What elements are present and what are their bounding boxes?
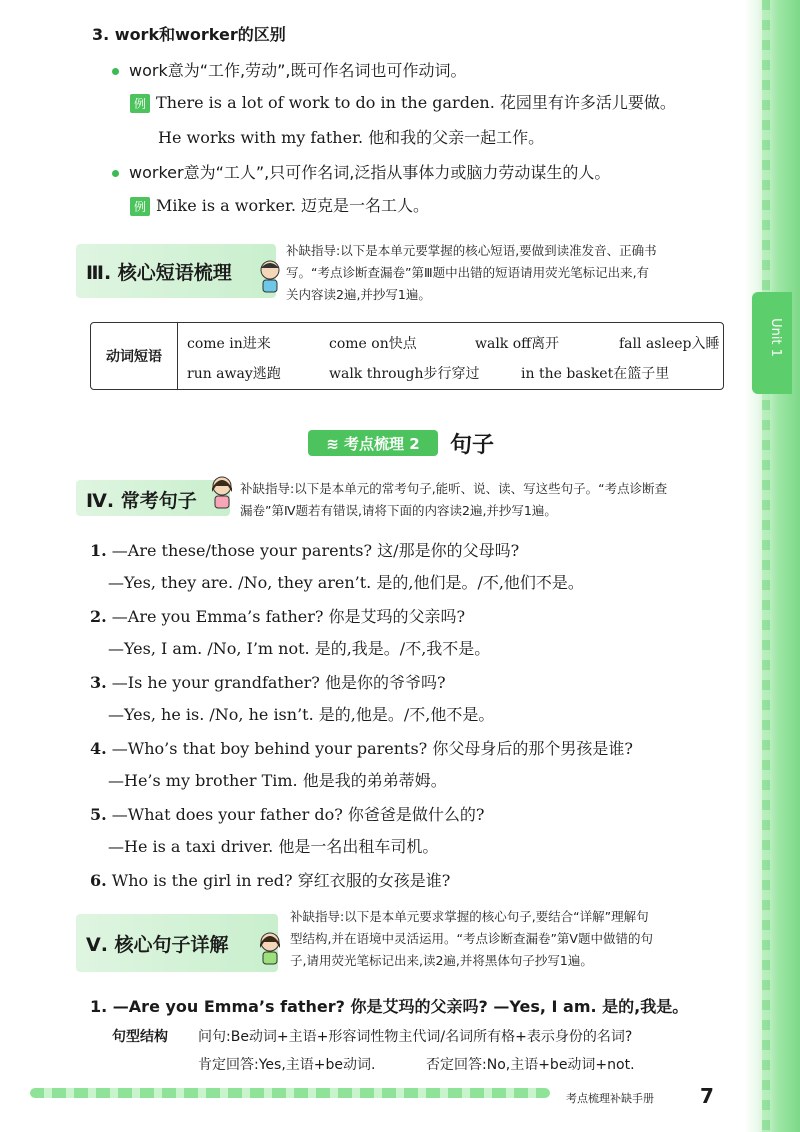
sentence-number: 2.: [90, 607, 107, 626]
footer-label: 考点梳理补缺手册: [566, 1092, 654, 1105]
section-iii-title: Ⅲ. 核心短语梳理: [86, 262, 232, 284]
sentence-4-a: —He’s my brother Tim. 他是我的弟弟蒂姆。: [108, 771, 447, 790]
note-line: 写。“考点诊断查漏卷”第Ⅲ题中出错的短语请用荧光笔标记出来,有: [286, 265, 650, 280]
sentence-2-q: [90, 604, 465, 627]
bullet-work: [112, 58, 466, 81]
example-3-text: Mike is a worker. 迈克是一名工人。: [156, 196, 430, 215]
section-3-title: 3. work和worker的区别: [92, 25, 286, 44]
phrase-table: [90, 322, 724, 390]
example-1-text: There is a lot of work to do in the garden. 花园里有许多活儿要做。: [156, 93, 676, 112]
sentence-3-q: [90, 670, 446, 693]
section-iii-note: [286, 240, 657, 306]
sentence-6-q: [90, 868, 450, 891]
topic-banner: ≋ 考点梳理 2: [308, 430, 438, 456]
structure-negative: 否定回答:No,主语+be动词+not.: [426, 1057, 635, 1073]
bullet-dot-icon: [112, 68, 119, 75]
sentence-question: —Are these/those your parents? 这/那是你的父母吗?: [111, 541, 520, 560]
student-girl-avatar-icon: [256, 930, 284, 966]
section-iv-note: [240, 478, 667, 522]
phrase-item: run away逃跑: [187, 366, 281, 382]
note-line: 补缺指导:以下是本单元要掌握的核心短语,要做到读准发音、正确书: [286, 243, 657, 258]
sentence-question: —Who’s that boy behind your parents? 你父母身后的那个男孩是谁?: [111, 739, 633, 758]
sentence-number: 5.: [90, 805, 107, 824]
footer-wave-decoration: [30, 1088, 550, 1098]
phrase-item: fall asleep入睡: [619, 336, 720, 352]
example-badge: 例: [130, 94, 150, 113]
student-avatar-icon: [256, 258, 284, 294]
phrase-item: walk off离开: [475, 336, 560, 352]
page-edge-stripe: [762, 0, 770, 1132]
student-girl-avatar-icon: [208, 474, 236, 510]
sentence-5-q: [90, 802, 484, 825]
page-number: 7: [700, 1084, 714, 1108]
phrase-item: in the basket在篮子里: [521, 366, 670, 382]
core-sentence-text: —Are you Emma’s father? 你是艾玛的父亲吗? —Yes, I am. 是的,我是。: [112, 997, 689, 1016]
structure-question: 问句:Be动词+主语+形容词性物主代词/名词所有格+表示身份的名词?: [198, 1029, 633, 1045]
sentence-number: 1.: [90, 541, 107, 560]
section-iv-title: Ⅳ. 常考句子: [86, 490, 197, 512]
sentence-5-a: —He is a taxi driver. 他是一名出租车司机。: [108, 837, 439, 856]
bullet-worker: [112, 160, 610, 183]
bullet-work-text: work意为“工作,劳动”,既可作名词也可作动词。: [129, 61, 467, 80]
sentence-number: 4.: [90, 739, 107, 758]
example-badge: 例: [130, 197, 150, 216]
phrase-table-head: 动词短语: [91, 323, 178, 389]
sentence-question: —Are you Emma’s father? 你是艾玛的父亲吗?: [111, 607, 466, 626]
sentence-3-a: —Yes, he is. /No, he isn’t. 是的,他是。/不,他不是。: [108, 705, 495, 724]
sentence-number: 1.: [90, 997, 108, 1016]
phrase-item: walk through步行穿过: [329, 366, 480, 382]
bullet-dot-icon: [112, 170, 119, 177]
structure-label: 句型结构: [112, 1029, 168, 1045]
sentence-question: Who is the girl in red? 穿红衣服的女孩是谁?: [111, 871, 451, 890]
example-3: [130, 193, 429, 216]
note-line: 补缺指导:以下是本单元要求掌握的核心句子,要结合“详解”理解句: [290, 909, 649, 924]
unit-tab: [752, 292, 792, 394]
note-line: 补缺指导:以下是本单元的常考句子,能听、说、读、写这些句子。“考点诊断查: [240, 481, 668, 496]
example-2: He works with my father. 他和我的父亲一起工作。: [158, 128, 545, 147]
note-line: 型结构,并在语境中灵活运用。“考点诊断查漏卷”第Ⅴ题中做错的句: [290, 931, 653, 946]
section-v-title: Ⅴ. 核心句子详解: [86, 934, 229, 956]
sentence-1-q: [90, 538, 519, 561]
note-line: 漏卷”第Ⅳ题若有错误,请将下面的内容读2遍,并抄写1遍。: [240, 503, 557, 518]
sentence-4-q: [90, 736, 633, 759]
sentence-2-a: —Yes, I am. /No, I’m not. 是的,我是。/不,我不是。: [108, 639, 491, 658]
sentence-question: —What does your father do? 你爸爸是做什么的?: [111, 805, 485, 824]
sentence-number: 6.: [90, 871, 107, 890]
section-v-note: [290, 906, 653, 972]
example-1: [130, 90, 676, 113]
topic-title: 句子: [450, 433, 495, 458]
bullet-worker-text: worker意为“工人”,只可作名词,泛指从事体力或脑力劳动谋生的人。: [129, 163, 611, 182]
note-line: 关内容读2遍,并抄写1遍。: [286, 287, 431, 302]
core-sentence-1: [90, 994, 688, 1017]
sentence-number: 3.: [90, 673, 107, 692]
sentence-1-a: —Yes, they are. /No, they aren’t. 是的,他们是。/不,他们不是。: [108, 573, 584, 592]
page-edge-decoration: [744, 0, 800, 1132]
sentence-question: —Is he your grandfather? 他是你的爷爷吗?: [111, 673, 446, 692]
structure-positive: 肯定回答:Yes,主语+be动词.: [198, 1057, 376, 1073]
unit-tab-label: Unit 1: [767, 318, 783, 357]
phrase-item: come on快点: [329, 336, 417, 352]
note-line: 子,请用荧光笔标记出来,读2遍,并将黑体句子抄写1遍。: [290, 953, 593, 968]
phrase-item: come in进来: [187, 336, 271, 352]
